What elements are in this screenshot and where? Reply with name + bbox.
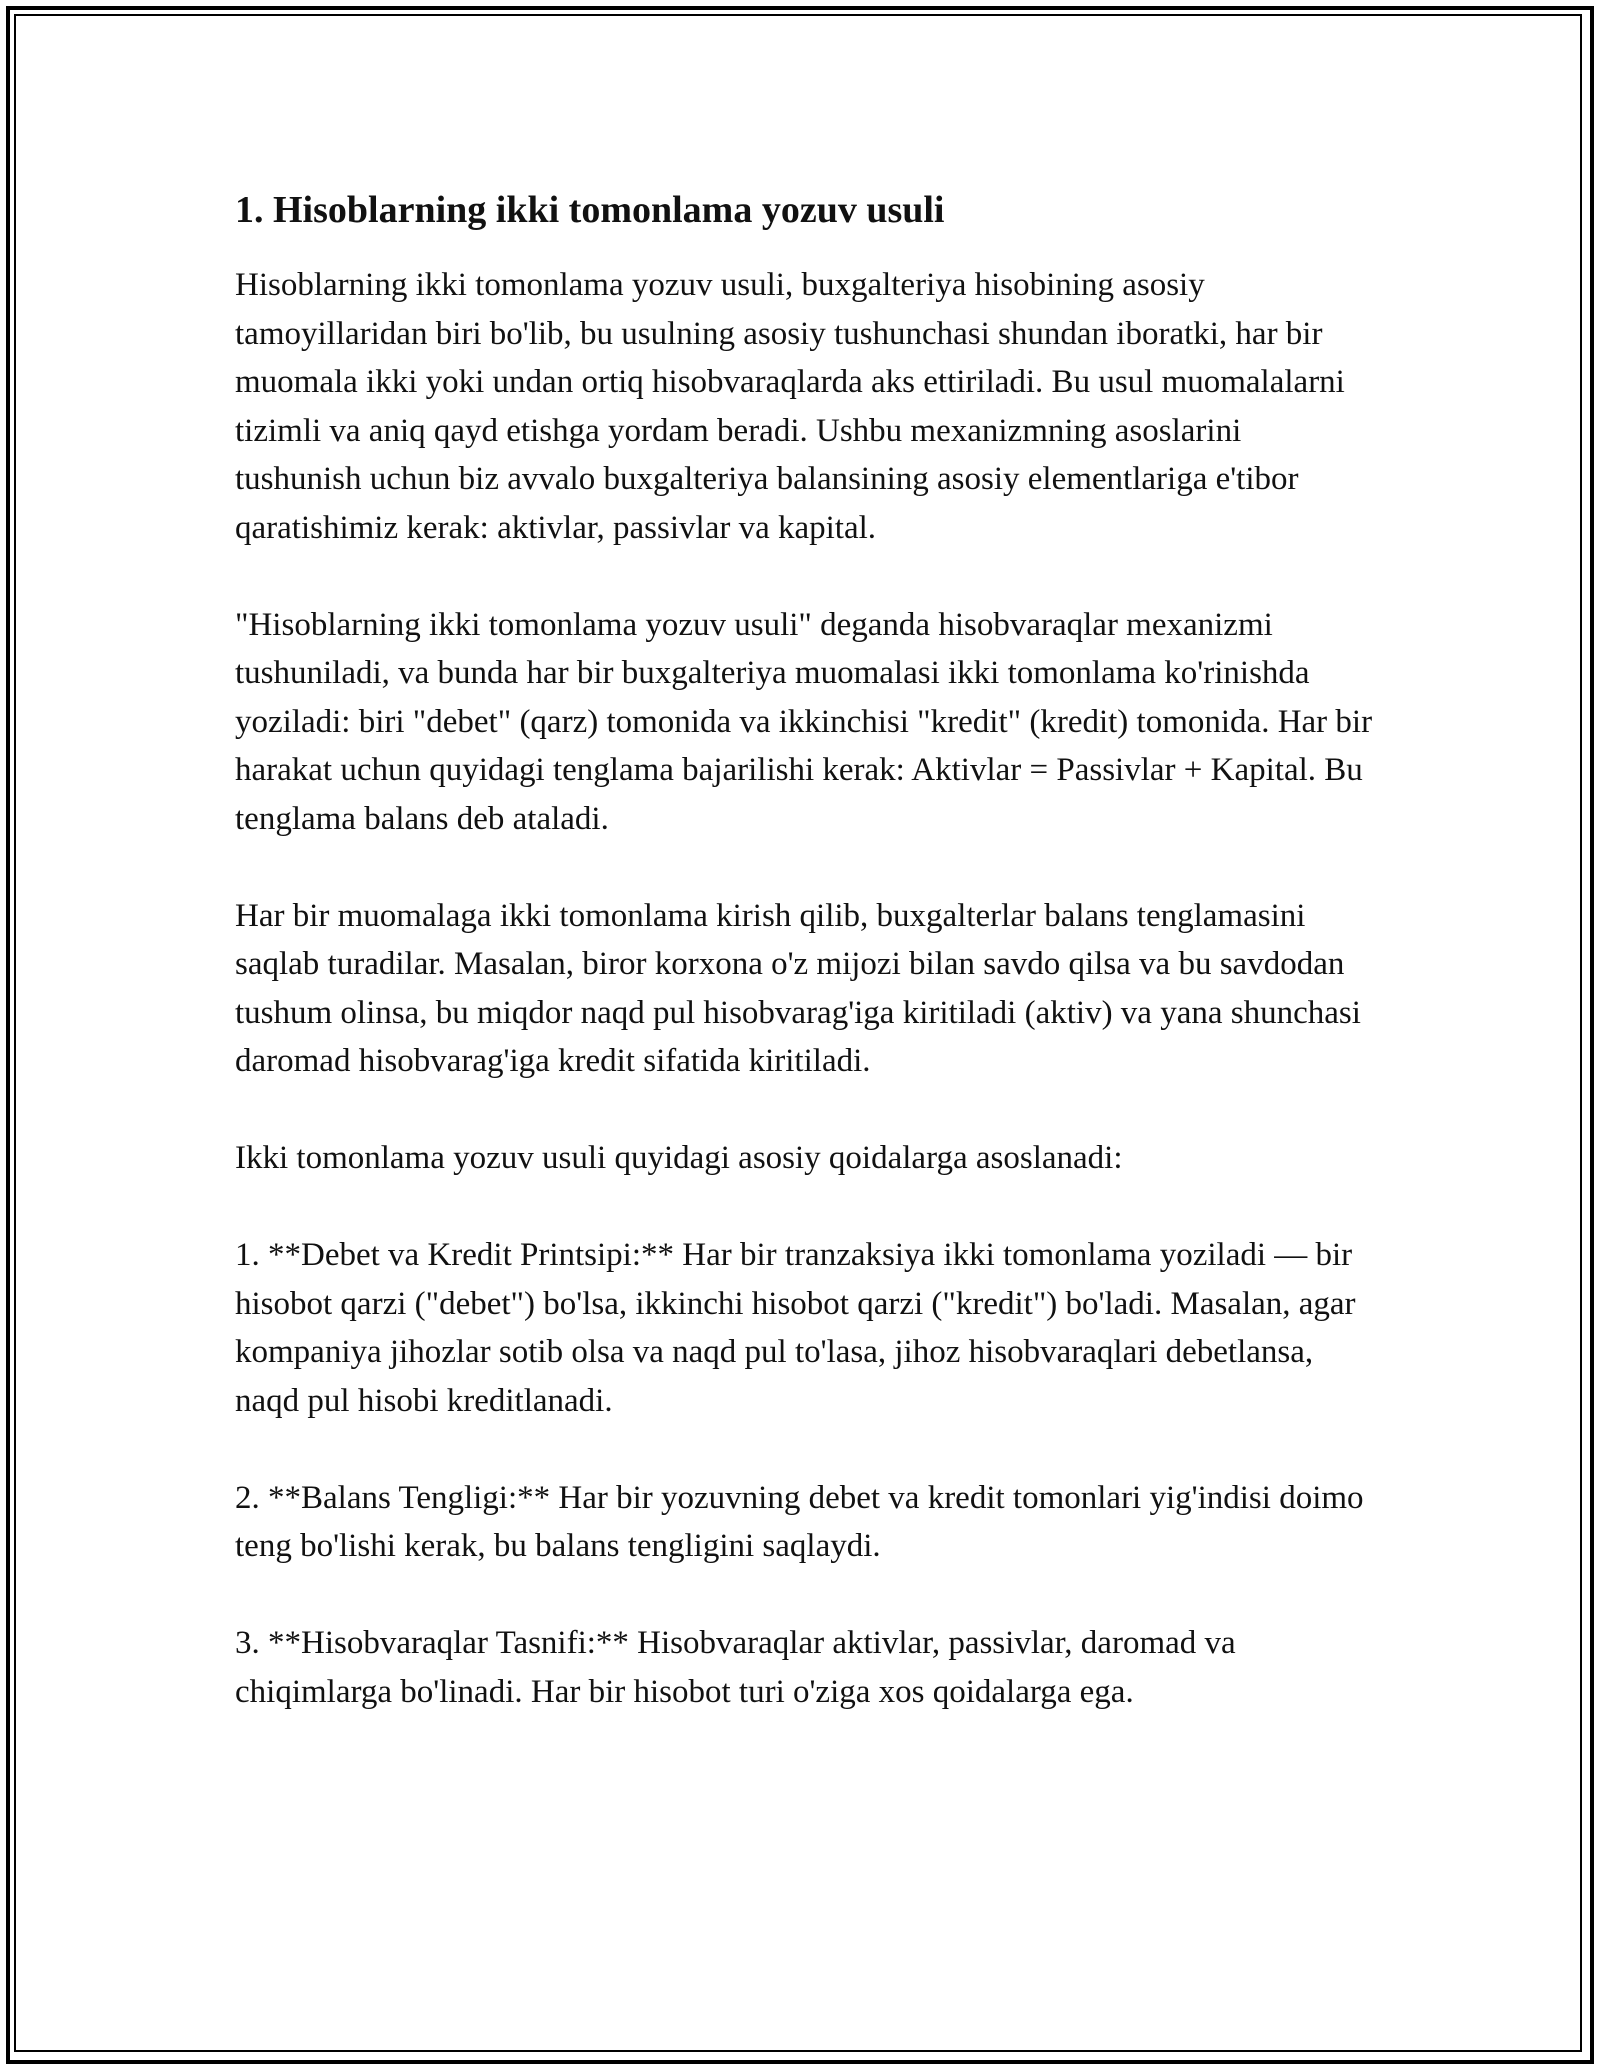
rule-item-account-classification: 3. **Hisobvaraqlar Tasnifi:** Hisobvaraqlar aktivlar, passivlar, daromad va chiqimlarga bo'linadi. Har bir hisobot turi o'ziga xos qoidalarga ega.: [235, 1625, 1236, 1710]
document-body: [235, 185, 1375, 1716]
paragraph-example: Har bir muomalaga ikki tomonlama kirish qilib, buxgalterlar balans tenglamasini saqlab turadilar. Masalan, biror korxona o'z mijozi bilan savdo qilsa va bu savdodan tushum olinsa, bu miqdor naqd pul hisobvarag'iga kiritiladi (aktiv) va yana shunchasi daromad hisobvarag'iga kredit sifatida kiritiladi.: [235, 897, 1361, 1079]
paragraph-definition: "Hisoblarning ikki tomonlama yozuv usuli" deganda hisobvaraqlar mexanizmi tushuniladi, va bunda har bir buxgalteriya muomalasi ikki tomonlama ko'rinishda yoziladi: biri "debet" (qarz) tomonida va ikkinchisi "kredit" (kredit) tomonida. Har bir harakat uchun quyidagi tenglama bajarilishi kerak: Aktivlar = Passivlar + Kapital. Bu tenglama balans deb ataladi.: [235, 606, 1373, 837]
document-title: 1. Hisoblarning ikki tomonlama yozuv usuli: [235, 189, 945, 231]
paragraph-intro: Hisoblarning ikki tomonlama yozuv usuli, buxgalteriya hisobining asosiy tamoyillaridan biri bo'lib, bu usulning asosiy tushunchasi shundan iboratki, har bir muomala ikki yoki undan ortiq hisobvaraqlarda aks ettiriladi. Bu usul muomalalarni tizimli va aniq qayd etishga yordam beradi. Ushbu mexanizmning asoslarini tushunish uchun biz avvalo buxgalteriya balansining asosiy elementlariga e'tibor qaratishimiz kerak: aktivlar, passivlar va kapital.: [235, 267, 1345, 546]
paragraph-rules-intro: Ikki tomonlama yozuv usuli quyidagi asosiy qoidalarga asoslanadi:: [235, 1140, 1123, 1176]
rule-item-balance-equality: 2. **Balans Tengligi:** Har bir yozuvning debet va kredit tomonlari yig'indisi doimo teng bo'lishi kerak, bu balans tengligini saqlaydi.: [235, 1479, 1364, 1564]
rule-item-debit-credit: 1. **Debet va Kredit Printsipi:** Har bir tranzaksiya ikki tomonlama yoziladi — bir hisobot qarzi ("debet") bo'lsa, ikkinchi hisobot qarzi ("kredit") bo'ladi. Masalan, agar kompaniya jihozlar sotib olsa va naqd pul to'lasa, jihoz hisobvaraqlari debetlansa, naqd pul hisobi kreditlanadi.: [235, 1237, 1356, 1419]
